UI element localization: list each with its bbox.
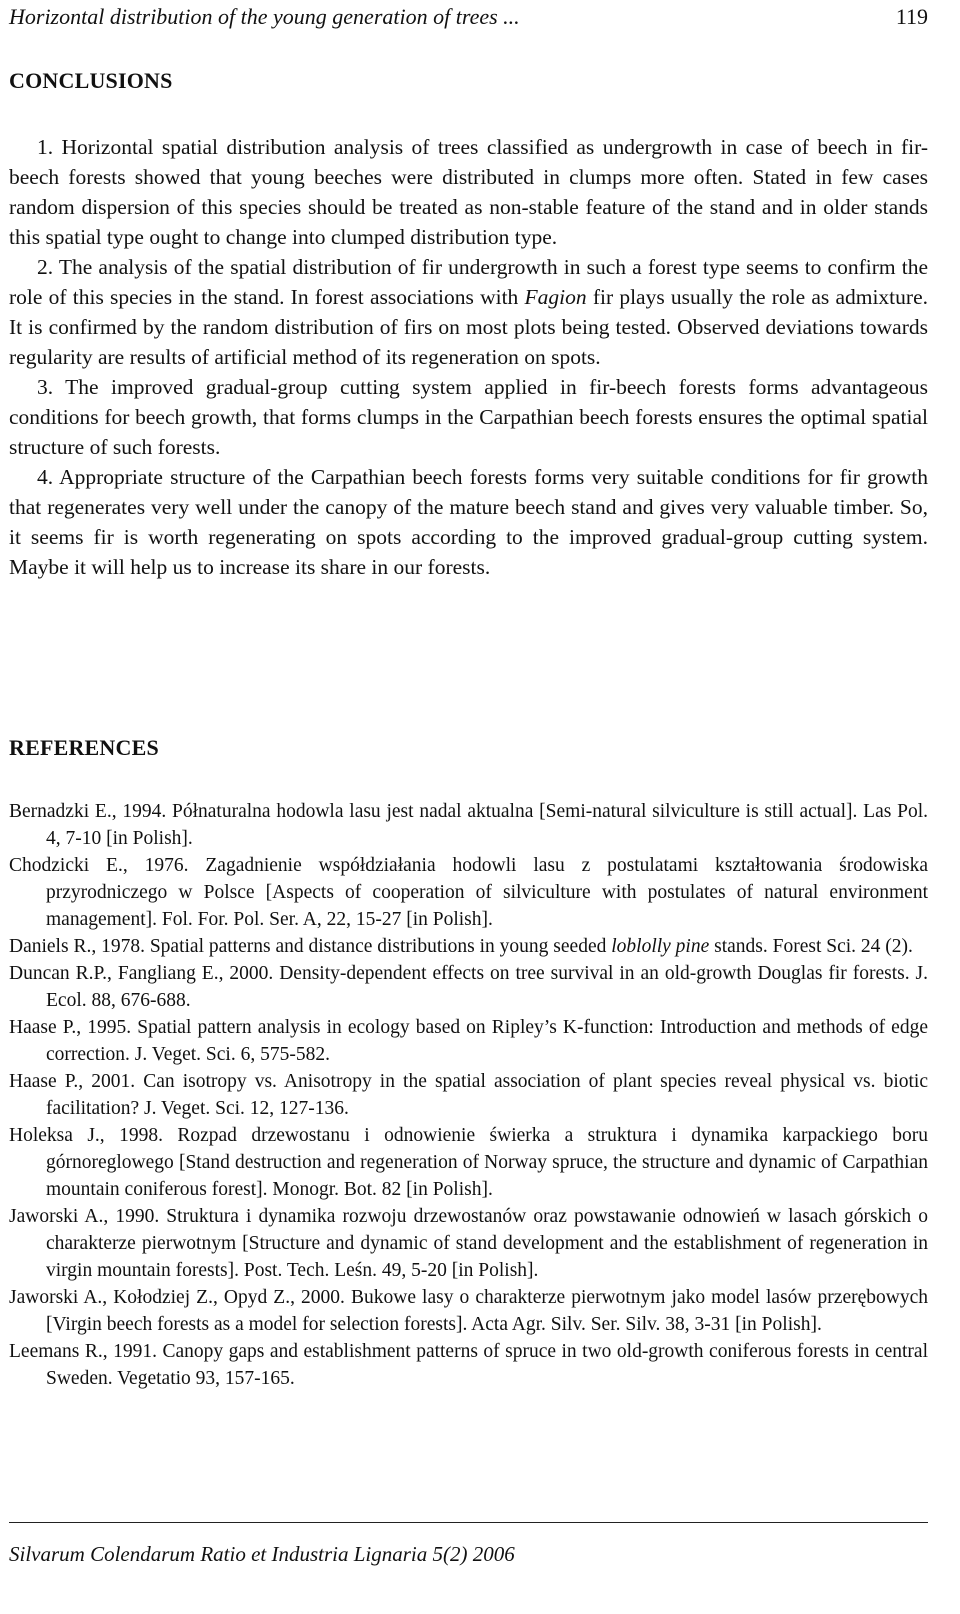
reference-entry: Leemans R., 1991. Canopy gaps and establishment patterns of spruce in two old-growth coniferous forests in central Sweden. Vegetatio 93, 157-165. <box>9 1341 928 1389</box>
running-title: Horizontal distribution of the young generation of trees ... <box>9 4 520 29</box>
reference-entry: Haase P., 1995. Spatial pattern analysis in ecology based on Ripley’s K-function: Introduction and methods of edge correction. J. Veget. Sci. 6, 575-582. <box>9 1017 928 1065</box>
reference-entry: Chodzicki E., 1976. Zagadnienie współdziałania hodowli lasu z postulatami kształtowania środowiska przyrodniczego w Polsce [Aspects of cooperation of silviculture with postulates of natural environment management]. Fol. For. Pol. Ser. A, 22, 15-27 [in Polish]. <box>9 855 928 930</box>
paragraph-text: 2. The analysis of the spatial distribution of fir undergrowth in such a forest type seems to confirm the role of this species in the stand. In forest associations with <box>9 255 928 309</box>
reference-entry <box>9 933 928 960</box>
conclusion-paragraph <box>9 252 928 372</box>
conclusions-heading: CONCLUSIONS <box>9 68 173 93</box>
reference-entry: Haase P., 2001. Can isotropy vs. Anisotropy in the spatial association of plant species reveal physical vs. biotic facilitation? J. Veget. Sci. 12, 127-136. <box>9 1071 928 1119</box>
references-list <box>9 798 928 1392</box>
journal-footer: Silvarum Colendarum Ratio et Industria Lignaria 5(2) 2006 <box>9 1542 515 1566</box>
conclusion-paragraph: 4. Appropriate structure of the Carpathian beech forests forms very suitable conditions for fir growth that regenerates very well under the canopy of the mature beech stand and gives very valuable timber. So, it seems fir is worth regenerating on spots according to the improved gradual-group cutting system. Maybe it will help us to increase its share in our forests. <box>9 465 928 579</box>
reference-text: Daniels R., 1978. Spatial patterns and distance distributions in young seeded <box>9 936 612 957</box>
paragraph-text: fir plays usually the role as admixture. It is confirmed by the random distribution of firs on most plots being tested. Observed deviations towards regularity are results of artificial method of its regeneration on spots. <box>9 285 928 369</box>
species-name: loblolly pine <box>611 936 710 957</box>
reference-entry: Jaworski A., 1990. Struktura i dynamika rozwoju drzewostanów oraz powstawanie odnowień w lasach górskich o charakterze pierwotnym [Structure and dynamic of stand development and the establishment of regeneration in virgin mountain forests]. Post. Tech. Leśn. 49, 5-20 [in Polish]. <box>9 1206 928 1281</box>
reference-entry: Duncan R.P., Fangliang E., 2000. Density-dependent effects on tree survival in an old-growth Douglas fir forests. J. Ecol. 88, 676-688. <box>9 963 928 1011</box>
references-heading: REFERENCES <box>9 735 159 760</box>
page-number: 119 <box>895 4 928 29</box>
conclusion-paragraph: 3. The improved gradual-group cutting system applied in fir-beech forests forms advantageous conditions for beech growth, that forms clumps in the Carpathian beech forests ensures the optimal spatial structure of such forests. <box>9 375 928 459</box>
footer-divider <box>9 1522 928 1523</box>
reference-entry: Holeksa J., 1998. Rozpad drzewostanu i odnowienie świerka a struktura i dynamika karpackiego boru górnoreglowego [Stand destruction and regeneration of Norway spruce, the structure and dynamic of Carpathian mountain coniferous forest]. Monogr. Bot. 82 [in Polish]. <box>9 1125 928 1200</box>
reference-entry: Jaworski A., Kołodziej Z., Opyd Z., 2000. Bukowe lasy o charakterze pierwotnym jako model lasów przerębowych [Virgin beech forests as a model for selection forests]. Acta Agr. Silv. Ser. Silv. 38, 3-31 [in Polish]. <box>9 1287 928 1335</box>
taxon-name: Fagion <box>524 285 587 309</box>
conclusions-body <box>9 132 928 582</box>
reference-entry: Bernadzki E., 1994. Półnaturalna hodowla lasu jest nadal aktualna [Semi-natural silviculture is still actual]. Las Pol. 4, 7-10 [in Polish]. <box>9 801 928 849</box>
running-header <box>9 2 928 32</box>
reference-text: stands. Forest Sci. 24 (2). <box>709 936 913 957</box>
conclusion-paragraph: 1. Horizontal spatial distribution analysis of trees classified as undergrowth in case of beech in fir-beech forests showed that young beeches were distributed in clumps more often. Stated in few cases random dispersion of this species should be treated as non-stable feature of the stand and in older stands this spatial type ought to change into clumped distribution type. <box>9 135 928 249</box>
